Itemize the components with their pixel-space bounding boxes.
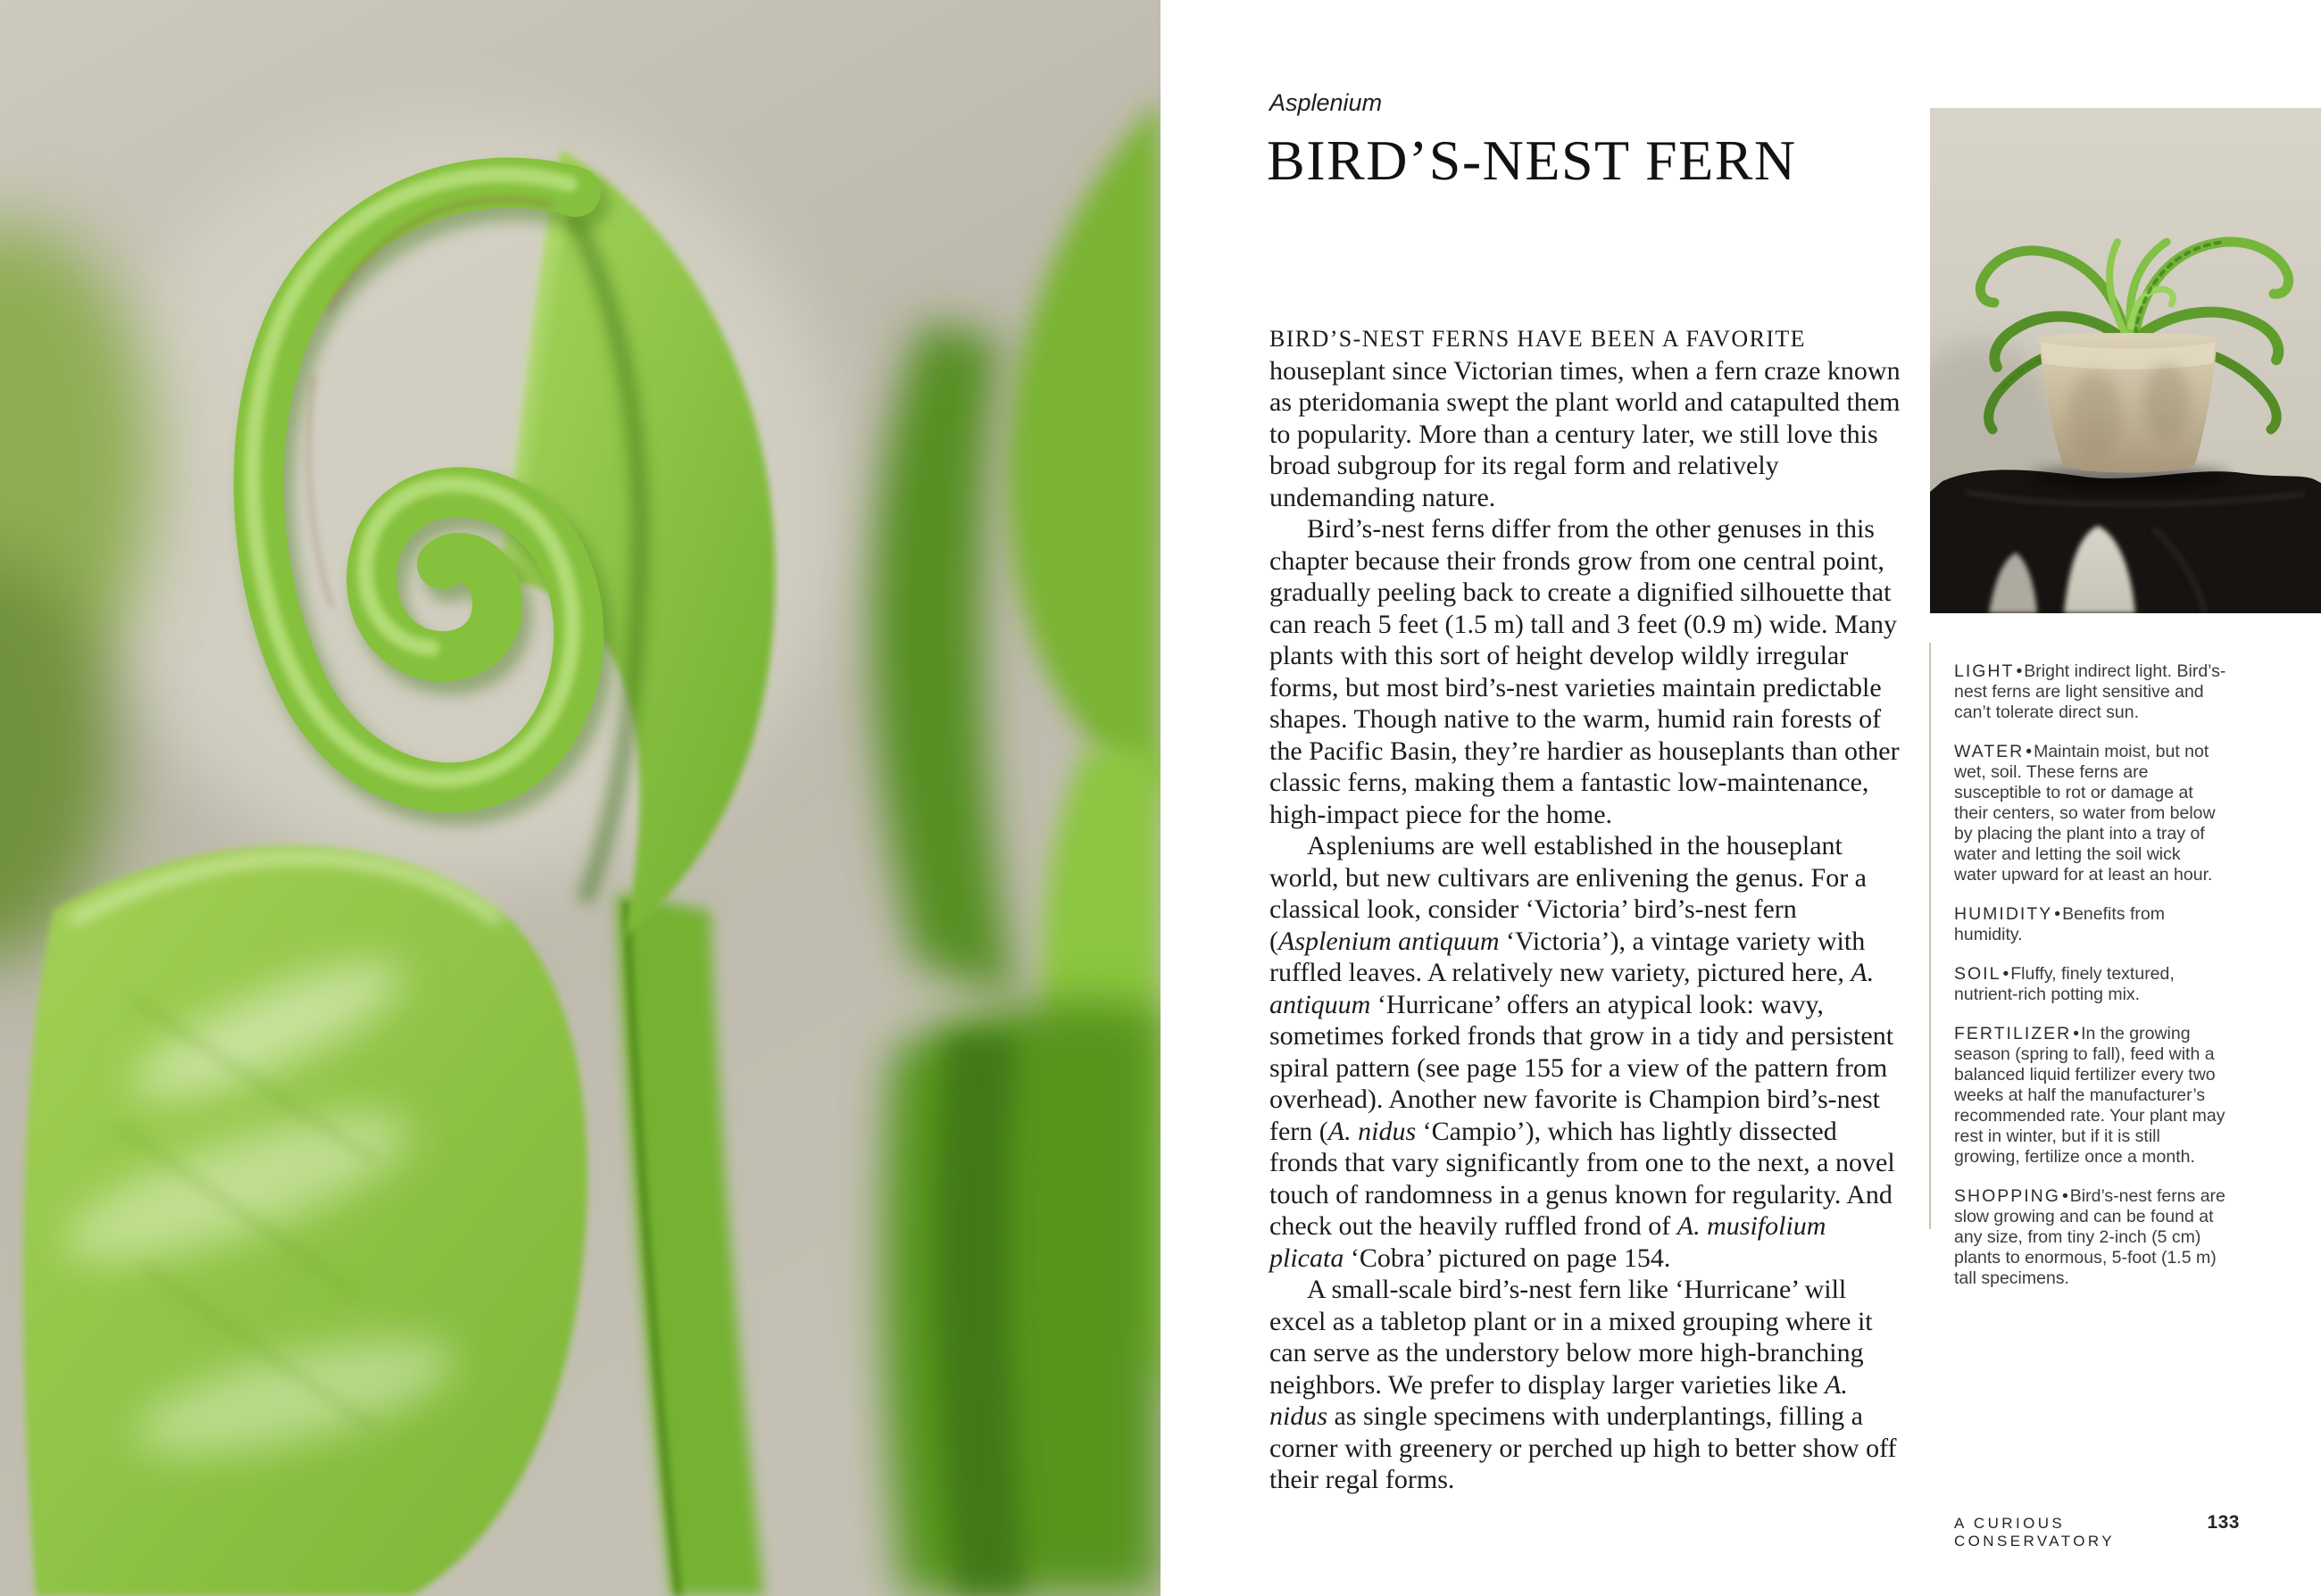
page-number: 133 [2207,1512,2240,1533]
care-text: Benefits from humidity. [1954,904,2165,944]
bullet-separator: • [2054,904,2061,924]
body-paragraph: BIRD’S-NEST FERNS HAVE BEEN A FAVORITE houseplant since Victorian times, when a fern craze known as pteridomania swept the plant world and catapulted them to popularity. More than a century later, we still love this broad subgroup for its regal form and relatively undemanding nature. [1269,326,1901,512]
left-page-photo [0,0,1160,1596]
body-text [1269,322,1905,1496]
care-section-soil [1954,964,2227,1005]
body-paragraph: Aspleniums are well established in the houseplant world, but new cultivars are enlivening the genus. For a classical look, consider ‘Victoria’ bird’s-nest fern (Asplenium antiquum ‘Victoria’), a vintage variety with ruffled leaves. A relatively new variety, pictured here, A. antiquum ‘Hurricane’ offers an atypical look: wavy, sometimes forked fronds that grow in a tidy and persistent spiral pattern (see page 155 for a view of the pattern from overhead). Another new favorite is Champion bird’s-nest fern (A. nidus ‘Campio’), which has lightly dissected fronds that vary significantly from one to the next, a novel touch of randomness in a genus known for regularity. And check out the heavily ruffled frond of A. musifolium plicata ‘Cobra’ pictured on page 154. [1269,831,1895,1273]
care-section-humidity [1954,904,2227,945]
care-label: SHOPPING [1954,1186,2060,1206]
body-paragraph: Bird’s-nest ferns differ from the other genuses in this chapter because their fronds grow from one central point, gradually peeling back to create a dignified silhouette that can reach 5 feet (1.5 m) tall and 3 feet (0.9 m) wide. Many plants with this sort of height develop wildly irregular forms, but most bird’s-nest varieties maintain predictable shapes. Though native to the warm, humid rain forests of the Pacific Basin, they’re hardier as houseplants than other classic ferns, making them a fantastic low-maintenance, high-impact piece for the home. [1269,514,1900,829]
page-footer [1954,1512,2240,1550]
inline-photo-potted-fern [1930,108,2321,613]
care-label: HUMIDITY [1954,904,2053,924]
genus-label: Asplenium [1269,89,1383,116]
care-label: SOIL [1954,964,2001,984]
bullet-separator: • [2016,661,2023,681]
bullet-separator: • [2061,1186,2068,1206]
care-text: In the growing season (spring to fall), feed with a balanced liquid fertilizer every two weeks at half the manufacturer’s recommended rate. Your plant may rest in winter, but if it is still growing, fertilize once a month. [1954,1024,2225,1167]
fern-frond-macro-illustration [0,0,1160,1596]
care-label: LIGHT [1954,661,2015,681]
care-text: Maintain moist, but not wet, soil. These ferns are susceptible to rot or damage at their centers, so water from below by placing the plant into a tray of water and letting the soil wick water upward for at least an hour. [1954,742,2216,885]
care-text: Fluffy, finely textured, nutrient-rich potting mix. [1954,964,2175,1004]
bullet-separator: • [2002,964,2009,984]
bullet-separator: • [2073,1024,2080,1043]
care-text: Bright indirect light. Bird’s-nest ferns are light sensitive and can’t tolerate direct sun. [1954,661,2226,722]
care-sidebar [1954,661,2227,1308]
bullet-separator: • [2026,742,2033,761]
care-label: WATER [1954,742,2025,761]
care-sidebar-rule [1929,643,1931,1229]
right-page [1160,0,2321,1596]
running-book-title: A CURIOUS CONSERVATORY [1954,1515,2115,1550]
care-section-water [1954,742,2227,885]
care-section-shopping [1954,1186,2227,1289]
care-section-fertilizer [1954,1024,2227,1168]
care-section-light [1954,661,2227,723]
page-title: BIRD’S-NEST FERN [1267,129,1797,192]
potted-fern-illustration [1930,108,2321,613]
body-paragraph: A small-scale bird’s-nest fern like ‘Hurricane’ will excel as a tabletop plant or in a mixed grouping where it can serve as the understory below more high-branching neighbors. We prefer to display larger varieties like A. nidus as single specimens with underplantings, filling a corner with greenery or perched up high to better show off their regal forms. [1269,1275,1897,1494]
care-text: Bird’s-nest ferns are slow growing and can be found at any size, from tiny 2-inch (5 cm) plants to enormous, 5-foot (1.5 m) tall specimens. [1954,1186,2225,1288]
care-label: FERTILIZER [1954,1024,2072,1043]
